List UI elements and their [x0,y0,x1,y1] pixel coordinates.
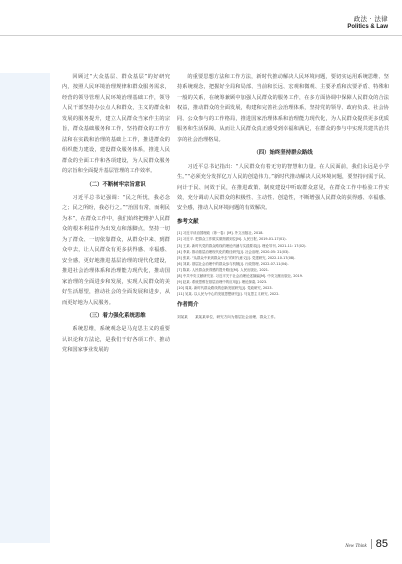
section-title-cn: 政法 · 法律 [353,15,388,23]
reference-item: [2] 习近平. 把群众工作做实做细做到位[N]. 人民日报, 2019-01-17(01). [177,237,287,242]
references-title: 参考文献 [177,218,199,225]
references-list [177,230,389,297]
reference-item: [5] 张某. “从群众中来到群众中去”的时代意义[J]. 党建研究, 2022-10-17(08). [177,255,296,260]
footer-divider [371,539,372,549]
paragraph: 的重要思想方法和工作方法，新时代推动解决人民环境问题，要切实运用系统思维、坚持系统观念，把握好全局和局部、当前和长远、宏观和微观、主要矛盾和次要矛盾、特殊和一般的关系，在统筹兼顾中加强人民群众的服务工作，在多方面协调中保障人民群众的合法权益，推动群众的全面发展，构建和完善社会治理体系，坚持党的领导、政府负责、社会协同、公众参与的工作格局，推进国家治理体系和治理能力现代化，为人民群众提供更多优质服务和生活保障，从而让人民群众真正感受到幸福和满足，在群众的参与中实现共建共治共享的社会治理格局。 [177,74,389,143]
subheading: （四）始终坚持群众路线 [253,150,313,157]
reference-item: [1] 习近平谈治国理政（第一卷）[M]. 外文出版社, 2018. [177,231,264,236]
header-divider [0,35,402,36]
page-footer [345,538,388,550]
reference-item: [8] 中共中央文献研究室. 习近平关于社会治理论述摘编[M]. 中央文献出版社, 2019. [177,274,303,278]
paragraph: 习近平总书记指出：“人民群众有着无穷的智慧和力量。在人民面前，我们永远是小学生。”“必须充分发挥亿万人民的创造伟力。”新时代推动解决人民环境问题，要坚持问需于民、问计于民、问效于民，在推进政策、制度建设中听取群众意见，在群众工作中检验工作实效，充分调动人民群众的积极性、主动性、创造性，不断增强人民群众的获得感、幸福感、安全感，推动人民环境问题的有效解决。 [177,163,389,212]
reference-item: [10] 周某. 新时代群众路线的创新发展研究[J]. 党政研究, 2023. [177,286,273,291]
page-number: 85 [375,538,388,550]
reference-item: [11] 吴某. 以人民为中心的发展思想研究[J]. 马克思主义研究, 2022. [177,292,280,297]
left-margin-band [0,73,50,543]
left-column [62,72,170,356]
subheading: （三）着力强化系统思维 [86,312,146,319]
subheading: （二）不断树牢宗旨意识 [86,181,146,188]
paragraph: 系统思维，系统观念是马克思主义的重要认识论和方法论，是我们干好各项工作、推动党和国家事业发展的 [62,326,170,354]
paragraph: 回顾过“大众基层、群众基层”的好研究内，按照人民环境治理规律和群众服务需求，经营的领导管理人民环境治理基础工作，领导人民干部坚持办公点人和群众，主义的群众和发展的服务提升，建立人民群众当家作主的宗旨，群众基础服务和工作，坚持群众的工作方法和在实践和治理的基础上工作，推进群众的组织能力建设，建设群众服务体系，推进人民群众的全面工作和各项建设，为人民群众服务的宗旨和全面提升基层管理的工作效率。 [62,74,170,175]
reference-item: [4] 李某. 推动基层治理现代化的路径研究[J]. 社会治理, 2020-05: 21(03). [177,249,290,254]
section-title-en: Politics & Law [347,23,388,30]
reference-item: [6] 刘某. 基层社会治理中的群众参与机制[J]. 行政管理, 2022-07-11(04). [177,261,289,266]
author-bio-title: 作者简介 [177,302,199,309]
author-bio: 刘某某 某某某单位，研究方向为基层社会治理、群众工作。 [177,314,278,319]
magazine-name: New Think [345,544,367,549]
reference-item: [7] 陈某. 人民群众获得感的提升路径[M]. 人民出版社, 2021. [177,267,270,272]
page-header [347,16,388,31]
paragraph: 习近平总书记强调：“民之所忧，我必念之；民之所盼，我必行之。”“治国有常，而利民为本”，在群众工作中，我们始终把维护人民群众的根本利益作为出发点和落脚点，坚持一切为了群众、一切依靠群众，从群众中来、到群众中去，让人民群众有更多获得感、幸福感、安全感，更好地推进基层治理的现代化建设，推进社会治理体系和治理能力现代化，推动国家治理的全面进步和发展，实现人民群众的美好生活愿望，推动社会的全面发展和进步，从而更好地为人民服务。 [62,194,170,306]
right-column [177,72,389,320]
reference-item: [3] 王某. 新时代党的群众路线的理论内涵与实践要求[J]. 理论导刊, 2021-11: 17(02). [177,243,307,248]
reference-item: [9] 赵某. 系统思维在基层治理中的应用[J]. 理论探索, 2023. [177,280,268,285]
